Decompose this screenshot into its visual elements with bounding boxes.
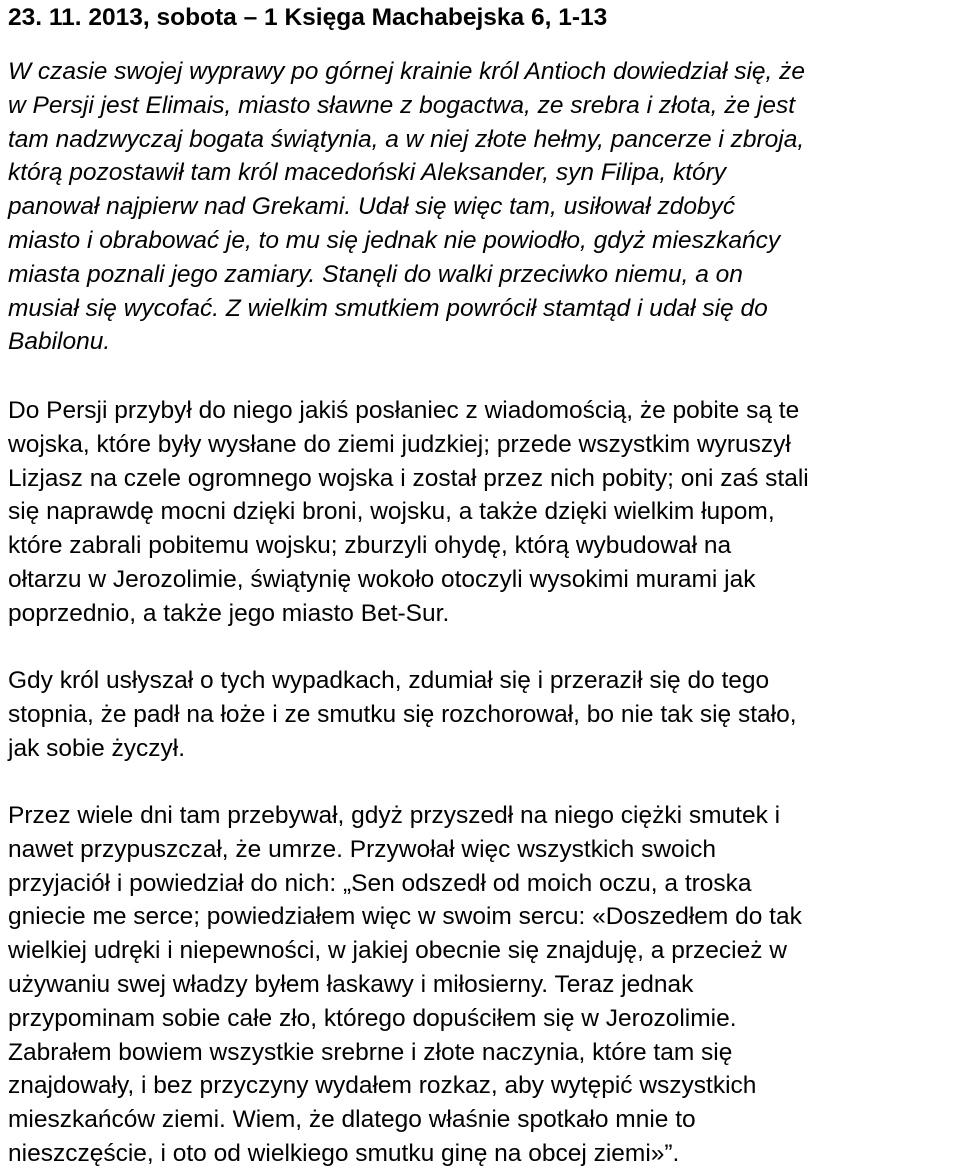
paragraph-1 (8, 55, 805, 359)
paragraph-2-line: Do Persji przybył do niego jakiś posłaniec z wiadomością, że pobite są te (8, 397, 800, 424)
paragraph-2-line: poprzednio, a także jego miasto Bet-Sur. (8, 599, 450, 627)
paragraph-2-line: które zabrali pobitemu wojsku; zburzyli ohydę, którą wybudował na (8, 532, 732, 560)
paragraph-2 (8, 394, 809, 631)
paragraph-3-line: Gdy król usłyszał o tych wypadkach, zdumiał się i przeraził się do tego (8, 667, 770, 694)
paragraph-1-line: musiał się wycofać. Z wielkim smutkiem powrócił stamtąd i udał się do (8, 294, 768, 322)
paragraph-1-line: panował najpierw nad Grekami. Udał się więc tam, usiłował zdobyć (8, 193, 736, 221)
paragraph-4-line: Przez wiele dni tam przebywał, gdyż przyszedł na niego ciężki smutek i (8, 802, 781, 829)
paragraph-1-line: którą pozostawił tam król macedoński Aleksander, syn Filipa, który (8, 159, 727, 187)
paragraph-1-line: Babilonu. (8, 328, 111, 356)
document-title: 23. 11. 2013, sobota – 1 Księga Machabejska 6, 1-13 (8, 4, 608, 31)
paragraph-4-line: przypominam sobie całe zło, którego dopuściłem się w Jerozolimie. (8, 1004, 737, 1032)
paragraph-4-line: mieszkańców ziemi. Wiem, że dlatego właśnie spotkało mnie to (8, 1106, 696, 1134)
paragraph-1-line: W czasie swojej wyprawy po górnej krainie król Antioch dowiedział się, że (8, 58, 806, 85)
paragraph-2-line: wojska, które były wysłane do ziemi judzkiej; przede wszystkim wyruszył (8, 430, 791, 458)
paragraph-1-line: miasta poznali jego zamiary. Stanęli do walki przeciwko niemu, a on (8, 260, 743, 288)
paragraph-1-line: tam nadzwyczaj bogata świątynia, a w niej złote hełmy, pancerze i zbroja, (8, 125, 805, 153)
paragraph-4 (8, 799, 802, 1171)
paragraph-4-line: nawet przypuszczał, że umrze. Przywołał więc wszystkich swoich (8, 835, 716, 863)
paragraph-1-line: w Persji jest Elimais, miasto sławne z bogactwa, ze srebra i złota, że jest (8, 91, 796, 119)
paragraph-3 (8, 664, 797, 765)
paragraph-1-line: miasto i obrabować je, to mu się jednak nie powiodło, gdyż mieszkańcy (8, 226, 781, 254)
paragraph-4-line: gniecie me serce; powiedziałem więc w swoim sercu: «Doszedłem do tak (8, 903, 802, 931)
paragraph-4-line: przyjaciół i powiedział do nich: „Sen odszedł od moich oczu, a troska (8, 869, 752, 897)
document-page (8, 0, 958, 1167)
paragraph-2-line: się naprawdę mocni dzięki broni, wojsku, a także dzięki wielkim łupom, (8, 498, 775, 526)
paragraph-4-line: nieszczęście, i oto od wielkiego smutku ginę na obcej ziemi»”. (8, 1139, 680, 1167)
paragraph-4-line: znajdowały, i bez przyczyny wydałem rozkaz, aby wytępić wszystkich (8, 1072, 757, 1100)
paragraph-4-line: Zabrałem bowiem wszystkie srebrne i złote naczynia, które tam się (8, 1038, 733, 1066)
paragraph-3-line: stopnia, że padł na łoże i ze smutku się rozchorował, bo nie tak się stało, (8, 700, 797, 728)
paragraph-3-line: jak sobie życzył. (8, 734, 186, 762)
paragraph-4-line: wielkiej udręki i niepewności, w jakiej obecnie się znajduję, a przecież w (8, 937, 787, 965)
paragraph-2-line: Lizjasz na czele ogromnego wojska i został przez nich pobity; oni zaś stali (8, 464, 809, 492)
paragraph-2-line: ołtarzu w Jerozolimie, świątynię wokoło otoczyli wysokimi murami jak (8, 565, 756, 593)
paragraph-4-line: używaniu swej władzy byłem łaskawy i miłosierny. Teraz jednak (8, 970, 694, 998)
